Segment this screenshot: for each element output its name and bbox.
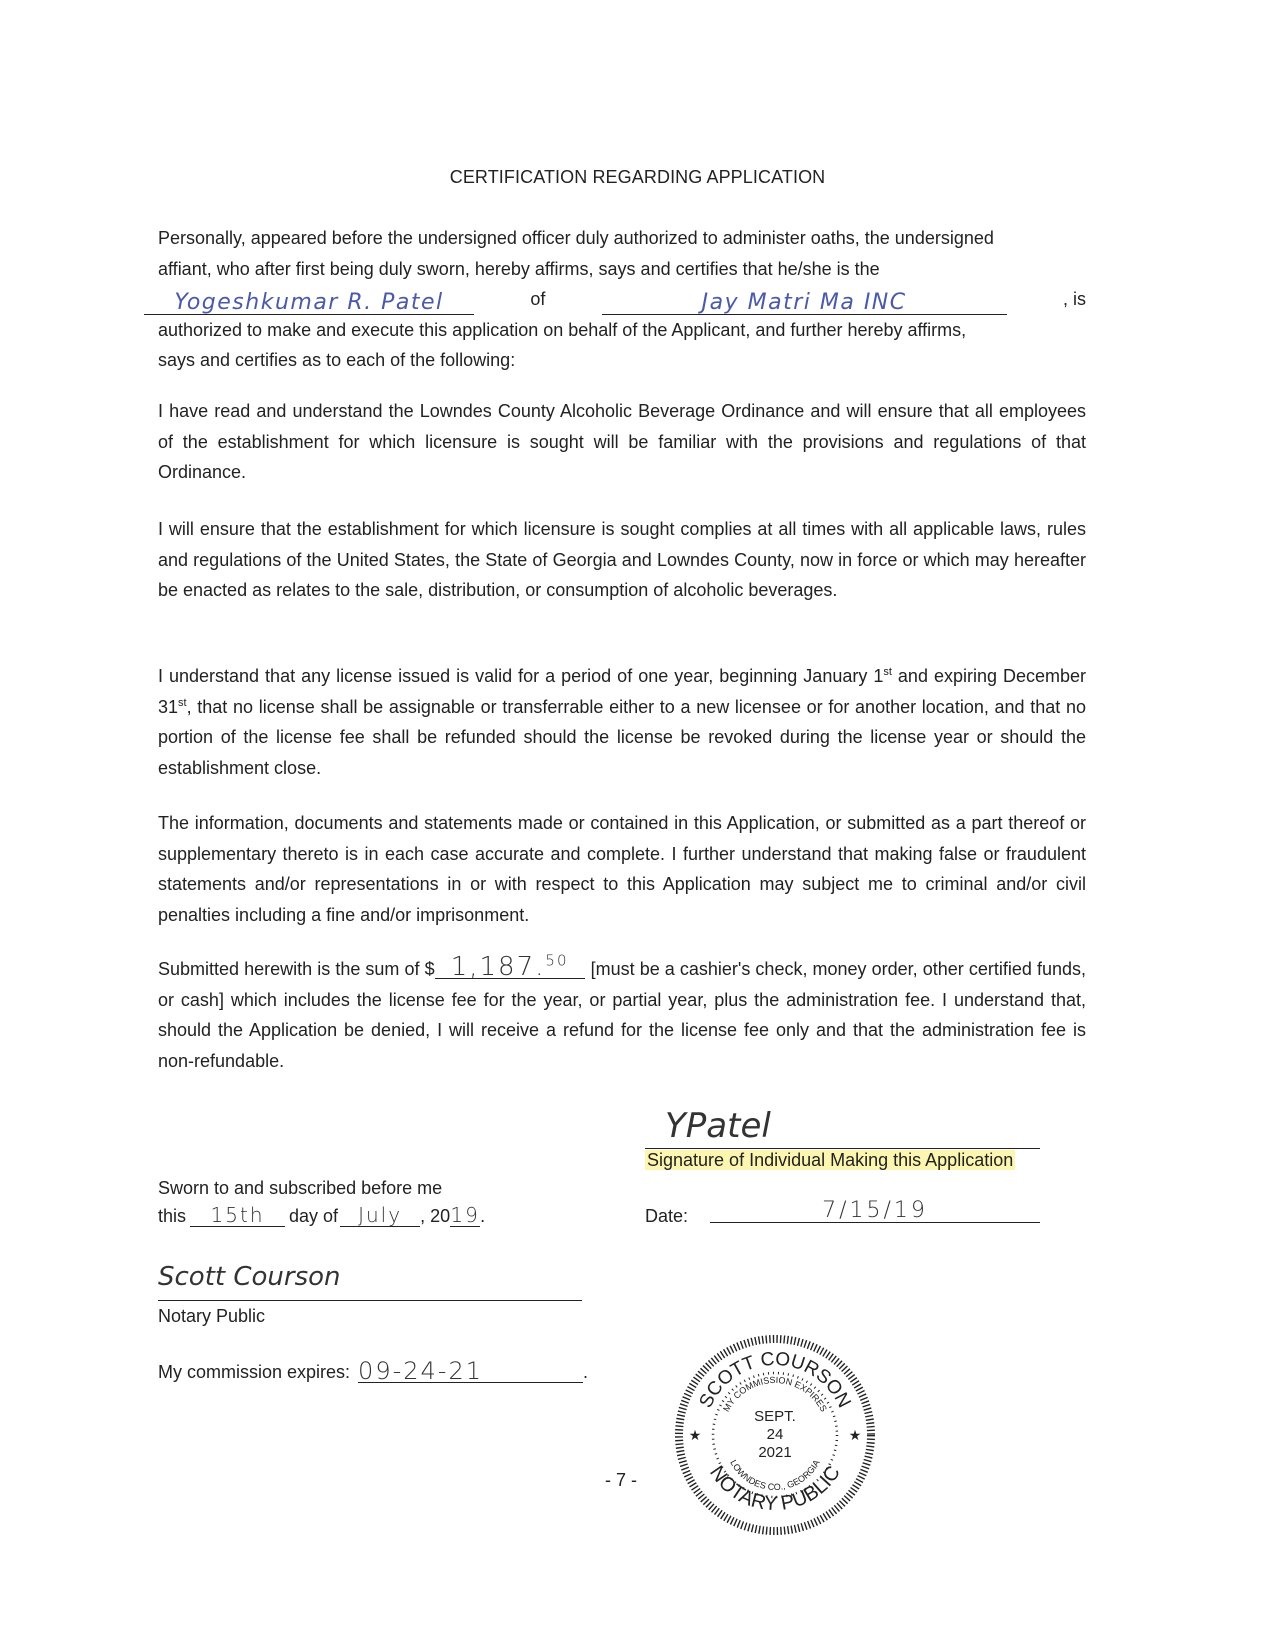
- license-term-text: [158, 661, 1086, 783]
- seal-icon: [675, 1335, 875, 1535]
- fee-text: [158, 951, 1086, 1076]
- notary-signature: Scott Courson: [158, 1262, 341, 1292]
- fee-cents: 50: [545, 951, 569, 970]
- ordinance-text: I have read and understand the Lowndes County Alcoholic Beverage Ordinance and will ensure that all employees of the establishment for which licensure is sought will be familiar with the provisions and regulations of that Ordinance.: [158, 401, 1086, 482]
- page-title: CERTIFICATION REGARDING APPLICATION: [449, 167, 826, 187]
- is-label: , is: [1062, 289, 1086, 309]
- affiant-line: [158, 284, 1086, 315]
- intro-paragraph: [158, 223, 1086, 376]
- seal-month: SEPT.: [754, 1408, 796, 1425]
- applicant-signature: YPatel: [665, 1106, 771, 1146]
- intro-line-4: authorized to make and execute this application on behalf of the Applicant, and further hereby affirms,: [158, 319, 967, 340]
- compliance-paragraph: [158, 514, 1086, 606]
- seal-bottom: NOTARY PUBLIC: [705, 1462, 845, 1516]
- svg-text:★: ★: [848, 1427, 862, 1443]
- intro-line-5: says and certifies as to each of the following:: [158, 350, 516, 370]
- signature-caption: [645, 1150, 1015, 1171]
- year-field[interactable]: 19: [450, 1203, 480, 1227]
- fee-amount-field[interactable]: [435, 951, 585, 982]
- date-label: Date:: [645, 1206, 689, 1226]
- day-of-label: day of: [289, 1206, 339, 1226]
- page-number: - 7 -: [605, 1470, 638, 1490]
- commission-label: My commission expires:: [158, 1362, 351, 1382]
- svg-text:★: ★: [688, 1427, 702, 1443]
- superscript-2: st: [178, 696, 187, 709]
- license-text-3: , that no license shall be assignable or transferrable either to a new licensee or for another location, and that no portion of the license fee shall be refunded should the license be revoked during the license year or should the establishment close.: [158, 696, 1086, 778]
- notary-seal: [675, 1335, 875, 1535]
- seal-year: 2021: [758, 1444, 792, 1461]
- license-text-2: and expiring December 31: [158, 666, 1087, 717]
- company-name-field[interactable]: Jay Matri Ma INC: [602, 292, 1007, 315]
- ordinance-paragraph: [158, 396, 1086, 488]
- intro-line-2: affiant, who after first being duly sworn, hereby affirms, says and certifies that he/she is the: [158, 258, 880, 279]
- commission-expiry-field[interactable]: 09-24-21: [358, 1360, 583, 1383]
- intro-line-1: Personally, appeared before the undersigned officer duly authorized to administer oaths, the undersigned: [158, 228, 994, 248]
- commission-period: .: [583, 1362, 589, 1382]
- seal-day: 24: [766, 1426, 784, 1443]
- compliance-text: I will ensure that the establishment for which licensure is sought complies at all times with all applicable laws, rules and regulations of the United States, the State of Georgia and Lowndes County, now in force or which may hereafter be enacted as relates to the sale, distribution, or consumption of alcoholic beverages.: [158, 519, 1086, 600]
- applicant-signature-line[interactable]: [645, 1104, 1040, 1149]
- license-term-paragraph: [158, 661, 1086, 783]
- information-paragraph: [158, 808, 1086, 930]
- sworn-statement: Sworn to and subscribed before me: [158, 1178, 443, 1198]
- day-field[interactable]: 15th: [190, 1204, 285, 1227]
- notary-public-label: Notary Public: [158, 1306, 266, 1326]
- information-text: The information, documents and statements made or contained in this Application, or submitted as a part thereof or supplementary thereto is in each case accurate and complete. I further understand that making false or fraudulent statements and/or representations in or with respect to this Application may subject me to criminal and/or civil penalties including a fine and/or imprisonment.: [158, 813, 1086, 925]
- fee-amount: 1,187.: [450, 952, 546, 982]
- fee-paragraph: [158, 951, 1086, 1076]
- affiant-name-field[interactable]: Yogeshkumar R. Patel: [144, 292, 474, 315]
- sworn-date-line: [158, 1204, 485, 1227]
- of-label: of: [530, 289, 546, 309]
- signature-caption-text: Signature of Individual Making this Application: [647, 1150, 1014, 1170]
- superscript-1: st: [883, 666, 892, 678]
- fee-suffix: [must be a cashier's check, money order, other certified funds, or cash] which includes the license fee for the year, or partial year, plus the administration fee. I understand that, should the Application be denied, I will receive a refund for the license fee only and that the administration fee is non-refundable.: [158, 959, 1086, 1071]
- seal-inner-bottom: LOWNDES CO., GEORGIA: [728, 1458, 822, 1493]
- license-text-1: I understand that any license issued is valid for a period of one year, beginning January 1: [158, 666, 884, 686]
- seal-inner-top: MY COMMISSION EXPIRES: [721, 1374, 829, 1414]
- period: .: [480, 1206, 486, 1226]
- seal-name: SCOTT COURSON: [695, 1348, 855, 1412]
- month-field[interactable]: July: [340, 1204, 420, 1227]
- year-prefix: , 20: [420, 1206, 451, 1226]
- commission-line: [158, 1357, 589, 1385]
- this-label: this: [158, 1206, 187, 1226]
- notary-signature-line[interactable]: [158, 1256, 582, 1301]
- date-field[interactable]: 7/15/19: [710, 1200, 1040, 1223]
- fee-prefix: Submitted herewith is the sum of $: [158, 959, 435, 979]
